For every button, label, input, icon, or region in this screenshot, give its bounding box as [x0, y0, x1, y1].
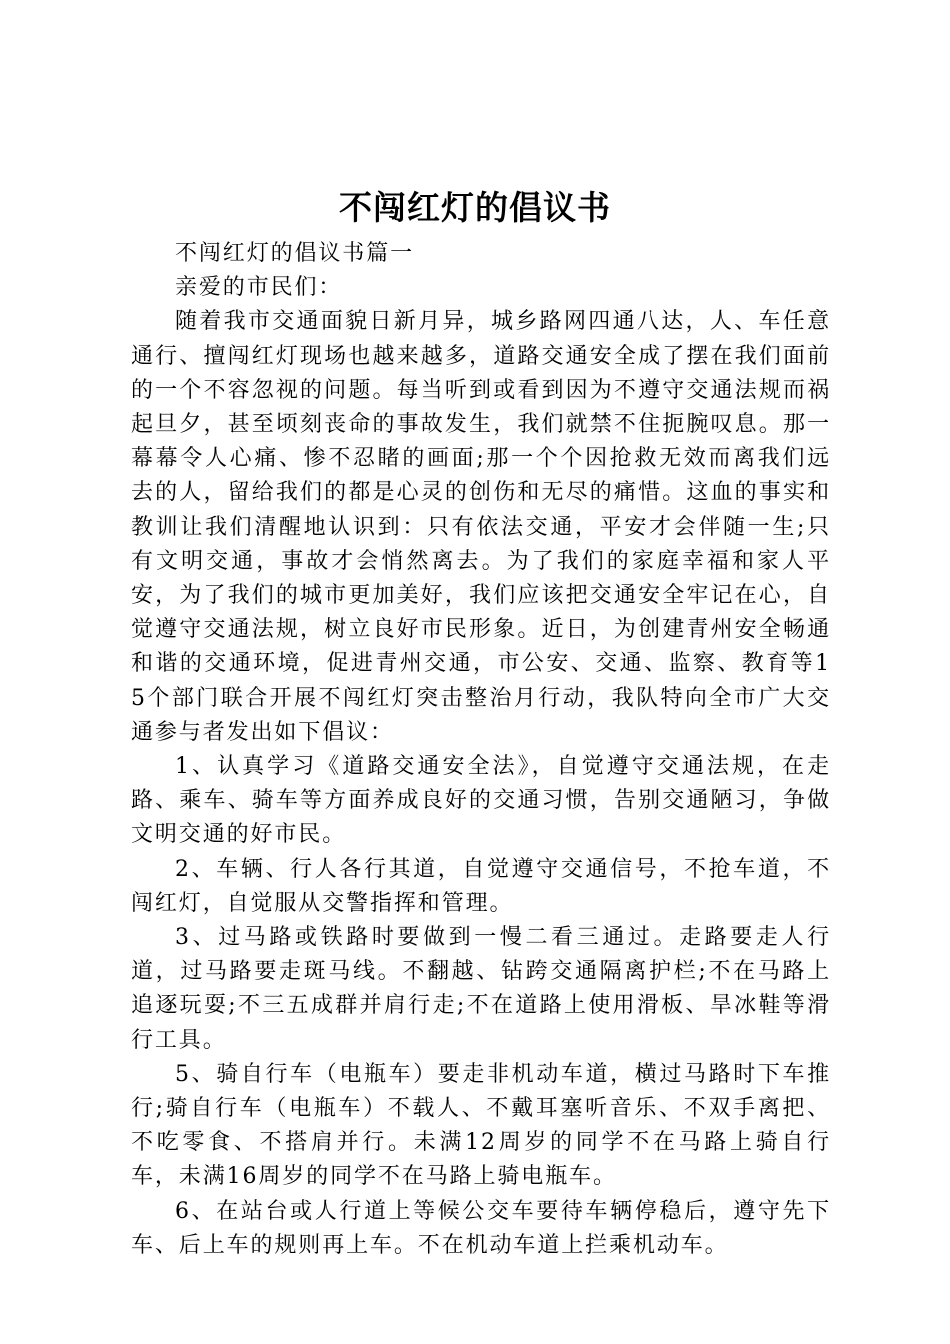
proposal-item-5: 5、骑自行车（电瓶车）要走非机动车道，横过马路时下车推行;骑自行车（电瓶车）不载人、不戴耳塞听音乐、不双手离把、不吃零食、不搭肩并行。未满12周岁的同学不在马路上骑自行车，未满16周岁的同学不在马路上骑电瓶车。 — [131, 1061, 831, 1190]
subtitle-paragraph: 不闯红灯的倡议书篇一 — [175, 241, 415, 266]
salutation-paragraph: 亲爱的市民们： — [175, 275, 343, 301]
proposal-item-2: 2、车辆、行人各行其道，自觉遵守交通信号，不抢车道，不闯红灯，自觉服从交警指挥和管理。 — [131, 856, 831, 916]
proposal-item-6: 6、在站台或人行道上等候公交车要待车辆停稳后，遵守先下车、后上车的规则再上车。不在机动车道上拦乘机动车。 — [131, 1198, 831, 1258]
document-body — [131, 237, 831, 1263]
proposal-item-3: 3、过马路或铁路时要做到一慢二看三通过。走路要走人行道，过马路要走斑马线。不翻越、钻跨交通隔离护栏;不在马路上追逐玩耍;不三五成群并肩行走;不在道路上使用滑板、旱冰鞋等滑行工具。 — [131, 925, 831, 1053]
document-title: 不闯红灯的倡议书 — [339, 188, 611, 227]
intro-paragraph: 随着我市交通面貌日新月异，城乡路网四通八达，人、车任意通行、擅闯红灯现场也越来越多，道路交通安全成了摆在我们面前的一个不容忽视的问题。每当听到或看到因为不遵守交通法规而祸起旦夕，甚至顷刻丧命的事故发生，我们就禁不住扼腕叹息。那一幕幕令人心痛、惨不忍睹的画面;那一个个因抢救无效而离我们远去的人，留给我们的都是心灵的创伤和无尽的痛惜。这血的事实和教训让我们清醒地认识到：只有依法交通，平安才会伴随一生;只有文明交通，事故才会悄然离去。为了我们的家庭幸福和家人平安，为了我们的城市更加美好，我们应该把交通安全牢记在心，自觉遵守交通法规，树立良好市民形象。近日，为创建青州安全畅通和谐的交通环境，促进青州交通，市公安、交通、监察、教育等15个部门联合开展不闯红灯突击整治月行动，我队特向全市广大交通参与者发出如下倡议： — [131, 309, 831, 745]
proposal-item-1: 1、认真学习《道路交通安全法》，自觉遵守交通法规，在走路、乘车、骑车等方面养成良好的交通习惯，告别交通陋习，争做文明交通的好市民。 — [131, 754, 831, 848]
